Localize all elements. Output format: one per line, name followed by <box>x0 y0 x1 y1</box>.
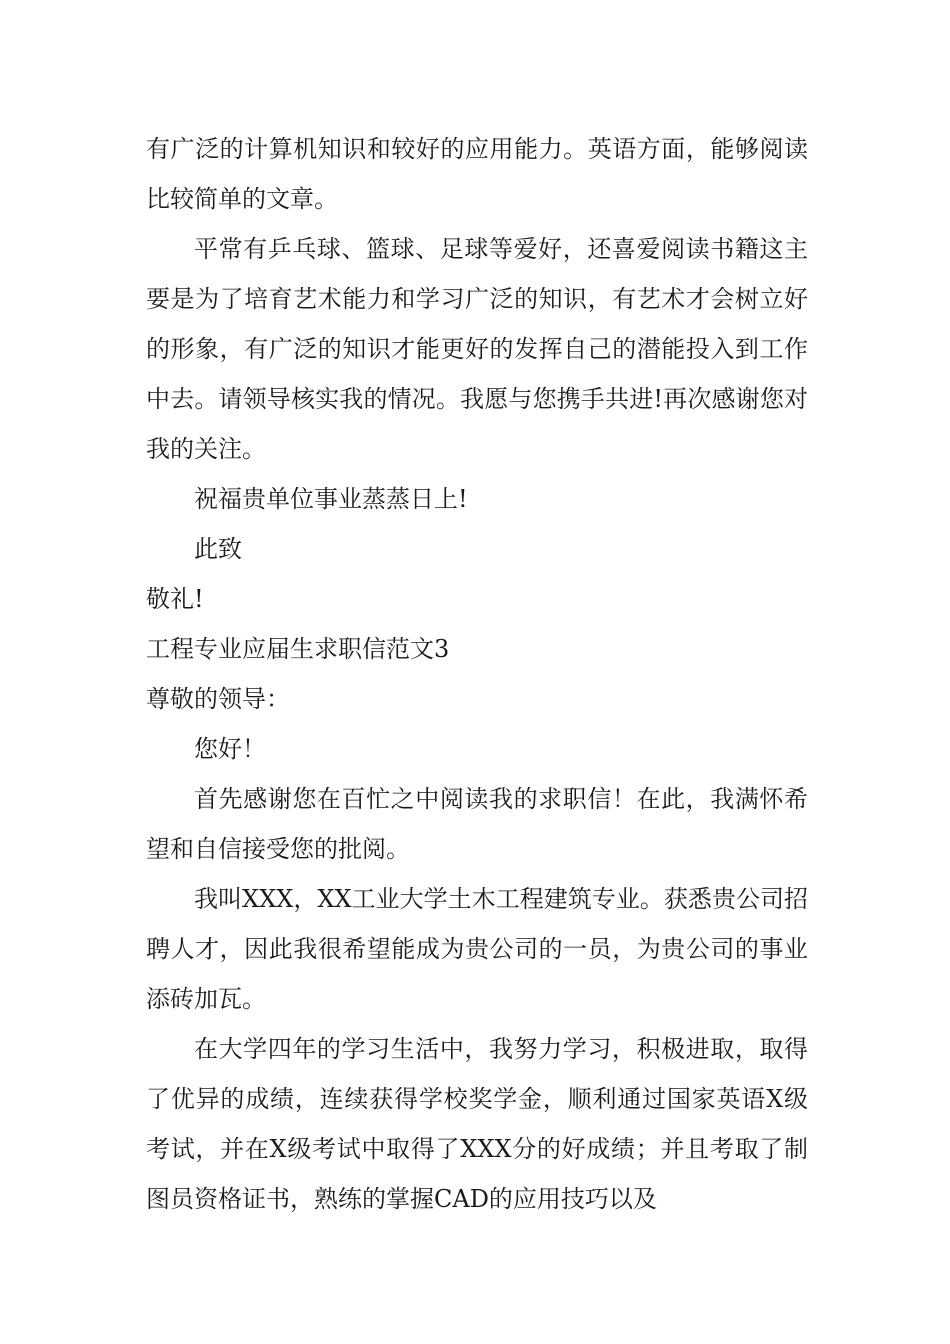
paragraph-1: 有广泛的计算机知识和较好的应用能力。英语方面，能够阅读比较简单的文章。 <box>146 135 808 213</box>
paragraph-study: 在大学四年的学习生活中，我努力学习，积极进取，取得了优异的成绩，连续获得学校奖学金，顺利通过国家英语X级考试，并在X级考试中取得了XXX分的好成绩；并且考取了制图员资格证书，熟练的掌握CAD的应用技巧以及 <box>146 1035 808 1213</box>
greeting-addressee: 尊敬的领导： <box>146 685 290 713</box>
greeting-hello: 您好！ <box>194 735 266 763</box>
closing-salutation: 此致 <box>194 535 242 563</box>
document-body <box>146 124 808 1224</box>
paragraph-intro: 首先感谢您在百忙之中阅读我的求职信！在此，我满怀希望和自信接受您的批阅。 <box>146 785 808 863</box>
section-title: 工程专业应届生求职信范文3 <box>146 635 450 663</box>
paragraph-2: 平常有乒乓球、篮球、足球等爱好，还喜爱阅读书籍这主要是为了培育艺术能力和学习广泛的知识，有艺术才会树立好的形象，有广泛的知识才能更好的发挥自己的潜能投入到工作中去。请领导核实我的情况。我愿与您携手共进!再次感谢您对我的关注。 <box>146 235 808 463</box>
paragraph-3: 祝福贵单位事业蒸蒸日上! <box>194 485 468 513</box>
paragraph-self-intro: 我叫XXX，XX工业大学土木工程建筑专业。获悉贵公司招聘人才，因此我很希望能成为贵公司的一员，为贵公司的事业添砖加瓦。 <box>146 885 808 1013</box>
closing-regards: 敬礼! <box>146 585 204 613</box>
